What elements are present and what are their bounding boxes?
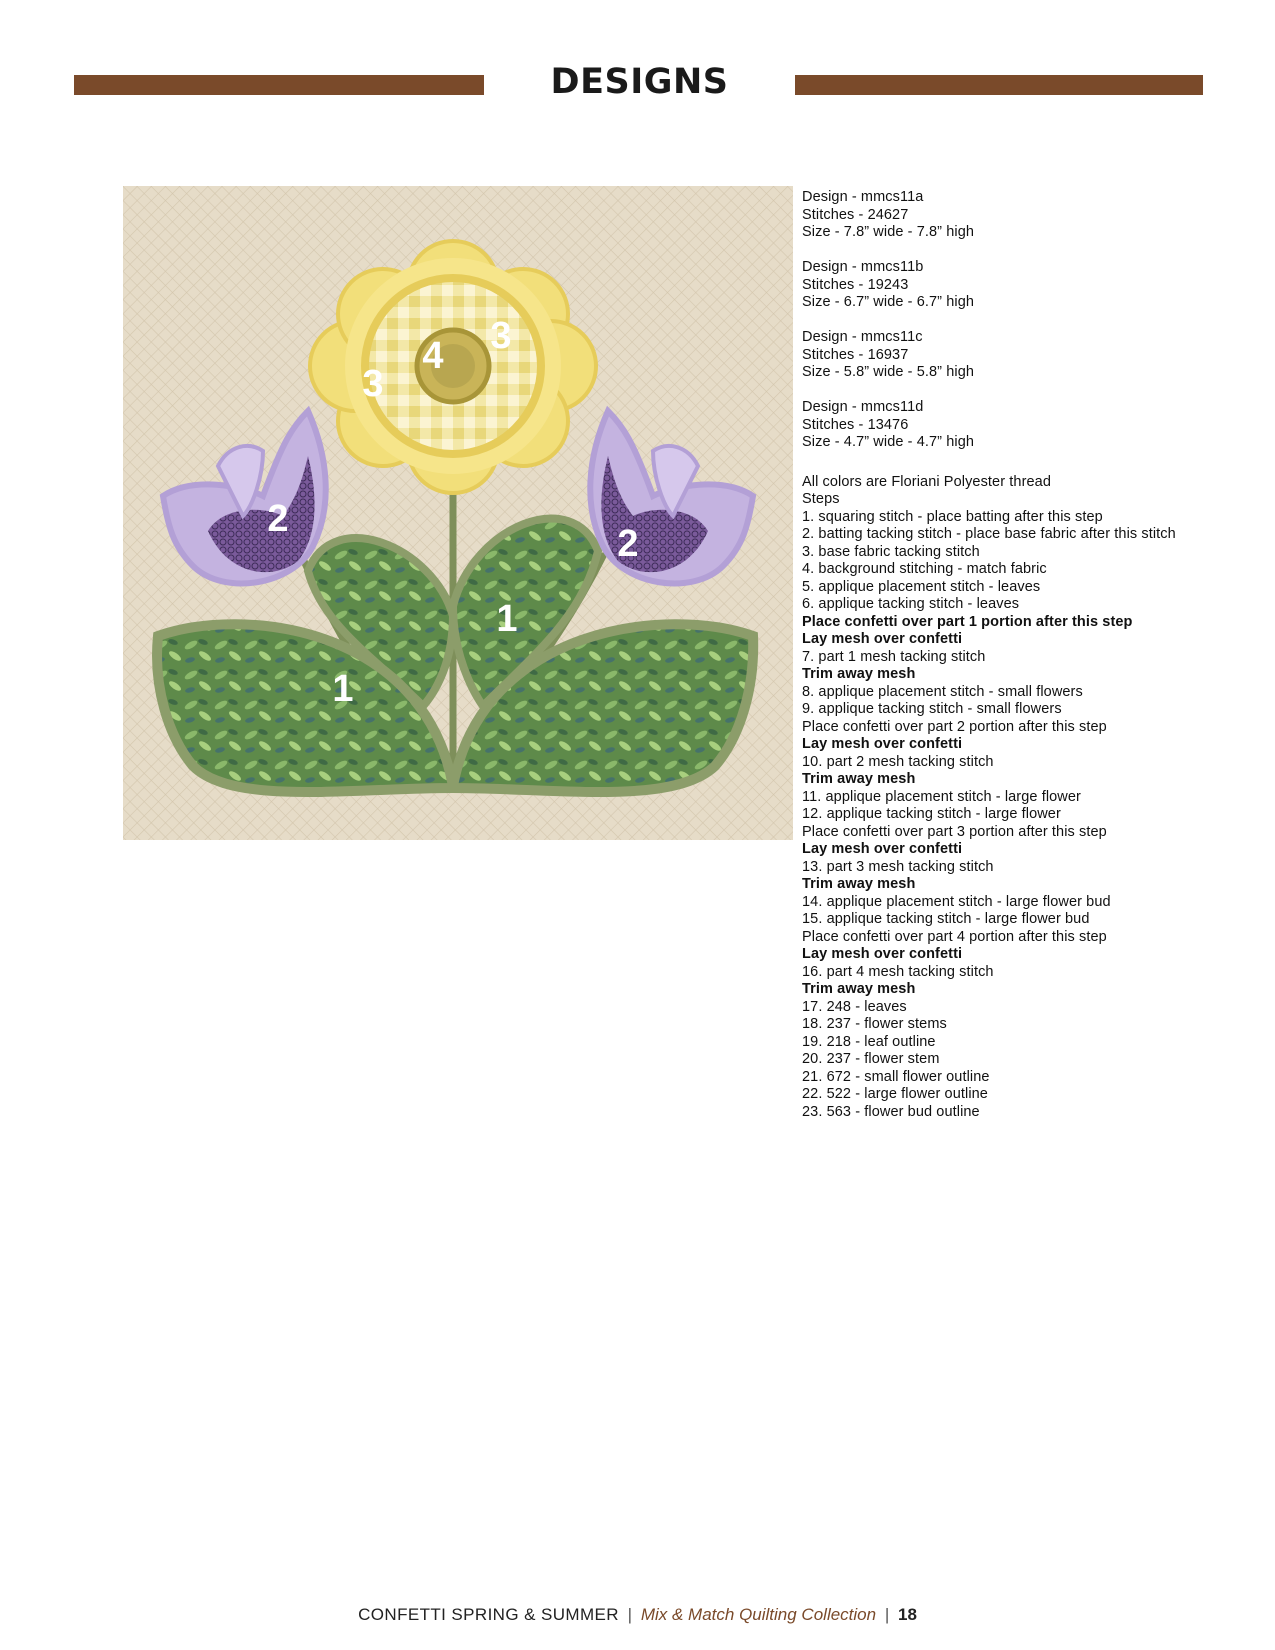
steps-items [802, 509, 1182, 1122]
design-stitches: Stitches - 16937 [802, 346, 909, 363]
design-specifications [802, 189, 1182, 1121]
design-spec-b [802, 259, 1182, 312]
steps-list [802, 474, 1182, 1122]
step-item: 20. 237 - flower stem [802, 1051, 940, 1067]
part-label-2a: 2 [267, 498, 289, 540]
step-item: 18. 237 - flower stems [802, 1016, 947, 1032]
design-size: Size - 6.7” wide - 6.7” high [802, 294, 975, 310]
step-item: Place confetti over part 1 portion after this step [802, 613, 1133, 630]
step-item: Trim away mesh [802, 981, 916, 997]
design-name: Design - mmcs11d [802, 399, 924, 415]
design-spec-a [802, 189, 1182, 242]
step-item: 19. 218 - leaf outline [802, 1033, 936, 1050]
design-spec-c [802, 329, 1182, 382]
embroidery-photo [123, 186, 793, 840]
step-item: 1. squaring stitch - place batting after this step [802, 508, 1103, 525]
embroidery-illustration [123, 186, 793, 840]
step-item: 14. applique placement stitch - large flower bud [802, 893, 1111, 910]
page-number: 18 [897, 1605, 917, 1624]
step-item: 4. background stitching - match fabric [802, 561, 1047, 577]
footer-separator: | [884, 1605, 890, 1624]
design-stitches: Stitches - 19243 [802, 276, 909, 293]
step-item: Lay mesh over confetti [802, 631, 963, 647]
part-label-3b: 3 [362, 363, 384, 405]
step-item: 5. applique placement stitch - leaves [802, 578, 1041, 595]
step-item: Trim away mesh [802, 771, 916, 787]
design-name: Design - mmcs11a [802, 189, 924, 205]
page-title: DESIGNS [550, 62, 729, 102]
design-stitches: Stitches - 13476 [802, 416, 909, 433]
step-item: 6. applique tacking stitch - leaves [802, 596, 1020, 612]
step-item: Lay mesh over confetti [802, 841, 963, 857]
step-item: Place confetti over part 3 portion after this step [802, 823, 1107, 840]
step-item: 13. part 3 mesh tacking stitch [802, 858, 994, 875]
step-item: 23. 563 - flower bud outline [802, 1103, 980, 1120]
steps-heading: Steps [802, 491, 840, 507]
design-name: Design - mmcs11b [802, 259, 924, 275]
step-item: 21. 672 - small flower outline [802, 1068, 990, 1085]
part-label-3a: 3 [490, 315, 512, 357]
design-name: Design - mmcs11c [802, 329, 923, 345]
thread-note: All colors are Floriani Polyester thread [802, 473, 1051, 490]
part-label-2b: 2 [617, 523, 639, 565]
large-flower [310, 241, 596, 493]
design-size: Size - 5.8” wide - 5.8” high [802, 364, 975, 380]
header-rule-left [74, 75, 484, 95]
header-rule-right [795, 75, 1203, 95]
step-item: 10. part 2 mesh tacking stitch [802, 753, 994, 770]
step-item: Trim away mesh [802, 666, 916, 682]
part-label-1b: 1 [332, 668, 354, 710]
design-spec-d [802, 399, 1182, 452]
step-item: 11. applique placement stitch - large flower [802, 788, 1081, 805]
part-label-1a: 1 [496, 598, 518, 640]
step-item: Lay mesh over confetti [802, 946, 963, 962]
step-item: 8. applique placement stitch - small flowers [802, 683, 1083, 700]
step-item: 2. batting tacking stitch - place base fabric after this stitch [802, 526, 1176, 542]
step-item: 9. applique tacking stitch - small flowers [802, 701, 1062, 717]
design-size: Size - 4.7” wide - 4.7” high [802, 434, 975, 450]
step-item: 3. base fabric tacking stitch [802, 543, 980, 560]
step-item: 15. applique tacking stitch - large flower bud [802, 911, 1090, 927]
step-item: 7. part 1 mesh tacking stitch [802, 648, 986, 665]
footer-separator: | [627, 1605, 633, 1624]
page-footer [0, 1605, 1275, 1625]
part-label-4: 4 [422, 335, 444, 377]
step-item: 16. part 4 mesh tacking stitch [802, 963, 994, 980]
design-size: Size - 7.8” wide - 7.8” high [802, 224, 975, 240]
design-stitches: Stitches - 24627 [802, 206, 909, 223]
step-item: Lay mesh over confetti [802, 736, 963, 752]
step-item: 17. 248 - leaves [802, 998, 907, 1015]
step-item: Place confetti over part 4 portion after this step [802, 928, 1107, 945]
step-item: Place confetti over part 2 portion after this step [802, 718, 1107, 735]
footer-collection-name: Mix & Match Quilting Collection [640, 1605, 877, 1624]
step-item: 12. applique tacking stitch - large flower [802, 806, 1061, 822]
step-item: Trim away mesh [802, 876, 916, 892]
footer-series-title: CONFETTI SPRING & SUMMER [358, 1605, 619, 1624]
step-item: 22. 522 - large flower outline [802, 1086, 988, 1102]
